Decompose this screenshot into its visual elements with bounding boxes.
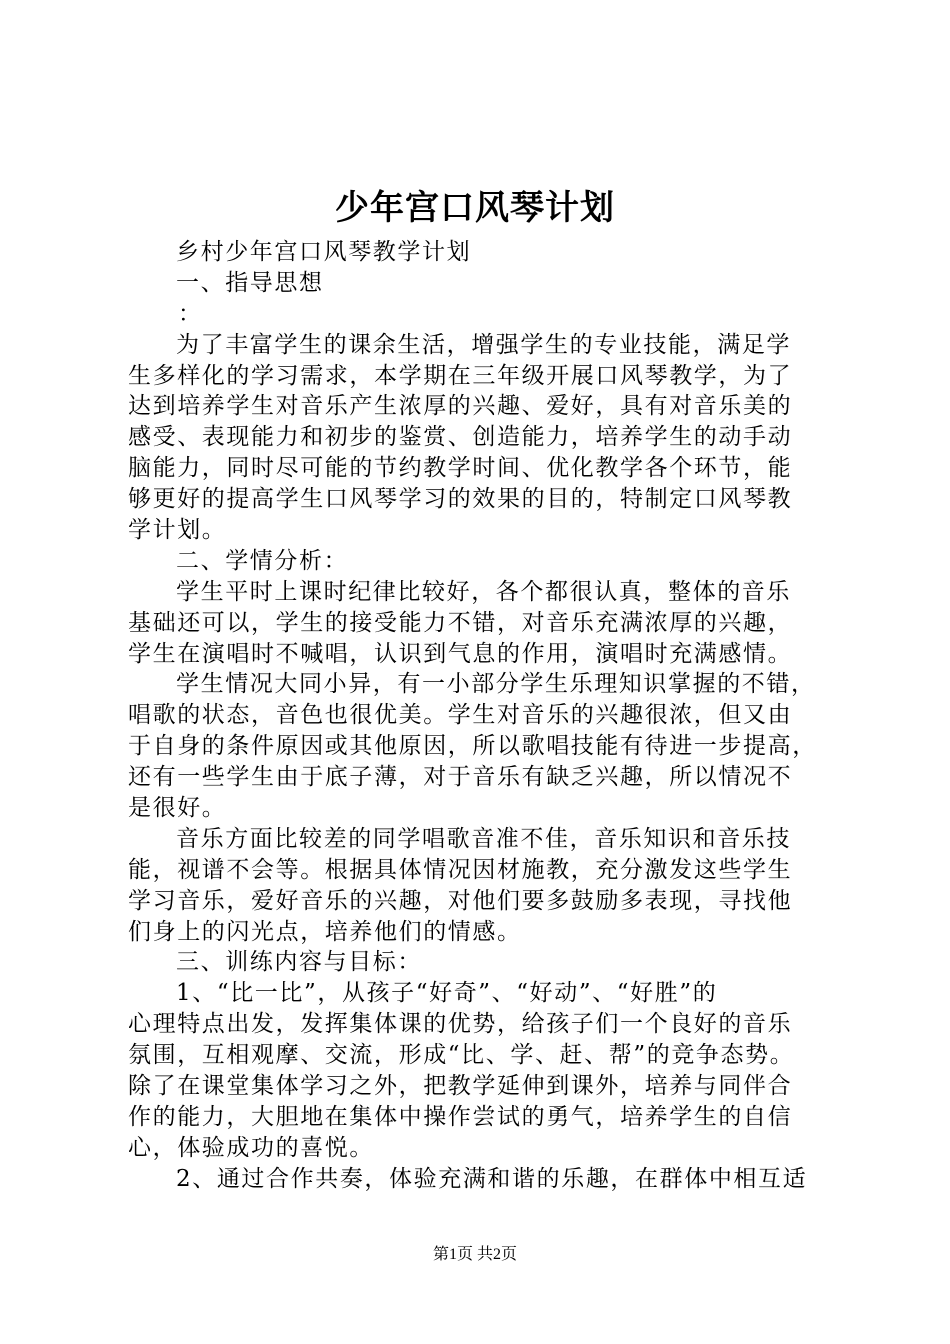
paragraph-line: 够更好的提高学生口风琴学习的效果的目的，特制定口风琴教 bbox=[128, 486, 793, 513]
paragraph-line: 学生平时上课时纪律比较好，各个都很认真，整体的音乐 bbox=[176, 578, 791, 605]
paragraph-line: 学生情况大同小异，有一小部分学生乐理知识掌握的不错， bbox=[176, 671, 816, 698]
paragraph-line: 音乐方面比较差的同学唱歌音准不佳，音乐知识和音乐技 bbox=[176, 825, 791, 852]
paragraph-line: 1、“比一比”，从孩子“好奇”、“好动”、“好胜”的 bbox=[176, 980, 718, 1007]
paragraph-line: 氛围，互相观摩、交流，形成“比、学、赶、帮”的竞争态势。 bbox=[128, 1042, 795, 1069]
paragraph-line: 作的能力，大胆地在集体中操作尝试的勇气，培养学生的自信 bbox=[128, 1103, 793, 1130]
text-line: 乡村少年宫口风琴教学计划 bbox=[176, 239, 472, 265]
paragraph-line: 为了丰富学生的课余生活，增强学生的专业技能，满足学 bbox=[176, 331, 791, 358]
paragraph-line: 学习音乐，爱好音乐的兴趣，对他们要多鼓励多表现，寻找他 bbox=[128, 887, 793, 914]
paragraph-line: 除了在课堂集体学习之外，把教学延伸到课外，培养与同伴合 bbox=[128, 1073, 793, 1100]
document-body bbox=[128, 237, 838, 1195]
section-heading: 三、训练内容与目标： bbox=[176, 949, 422, 976]
paragraph-line: 心理特点出发，发挥集体课的优势，给孩子们一个良好的音乐 bbox=[128, 1011, 793, 1038]
paragraph-line: 心，体验成功的喜悦。 bbox=[128, 1134, 374, 1161]
paragraph-line: 还有一些学生由于底子薄，对于音乐有缺乏兴趣，所以情况不 bbox=[128, 764, 793, 791]
paragraph-line: 脑能力，同时尽可能的节约教学时间、优化教学各个环节，能 bbox=[128, 455, 793, 482]
paragraph-line: 能，视谱不会等。根据具体情况因材施教，充分激发这些学生 bbox=[128, 856, 793, 883]
paragraph-line: 于自身的条件原因或其他原因，所以歌唱技能有待进一步提高， bbox=[128, 733, 817, 760]
document-title: 少年宫口风琴计划 bbox=[335, 188, 615, 228]
paragraph-line: 学生在演唱时不喊唱，认识到气息的作用，演唱时充满感情。 bbox=[128, 640, 793, 667]
paragraph-line: 学计划。 bbox=[128, 517, 227, 544]
paragraph-line: 是很好。 bbox=[128, 795, 227, 822]
paragraph-line: 生多样化的学习需求，本学期在三年级开展口风琴教学，为了 bbox=[128, 362, 793, 389]
paragraph-line: 唱歌的状态，音色也很优美。学生对音乐的兴趣很浓，但又由 bbox=[128, 702, 793, 729]
paragraph-line: 感受、表现能力和初步的鉴赏、创造能力，培养学生的动手动 bbox=[128, 424, 793, 451]
paragraph-line: 2、通过合作共奏，体验充满和谐的乐趣，在群体中相互适 bbox=[176, 1165, 808, 1192]
paragraph-line: 基础还可以，学生的接受能力不错，对音乐充满浓厚的兴趣， bbox=[128, 609, 793, 636]
page-footer: 第1页 共2页 bbox=[432, 1246, 517, 1263]
paragraph-line: 们身上的闪光点，培养他们的情感。 bbox=[128, 918, 522, 945]
section-heading: 二、学情分析： bbox=[176, 547, 349, 574]
paragraph-line: 达到培养学生对音乐产生浓厚的兴趣、爱好，具有对音乐美的 bbox=[128, 393, 793, 420]
section-heading: 一、指导思想 bbox=[176, 269, 324, 296]
text-line: ： bbox=[178, 300, 203, 327]
